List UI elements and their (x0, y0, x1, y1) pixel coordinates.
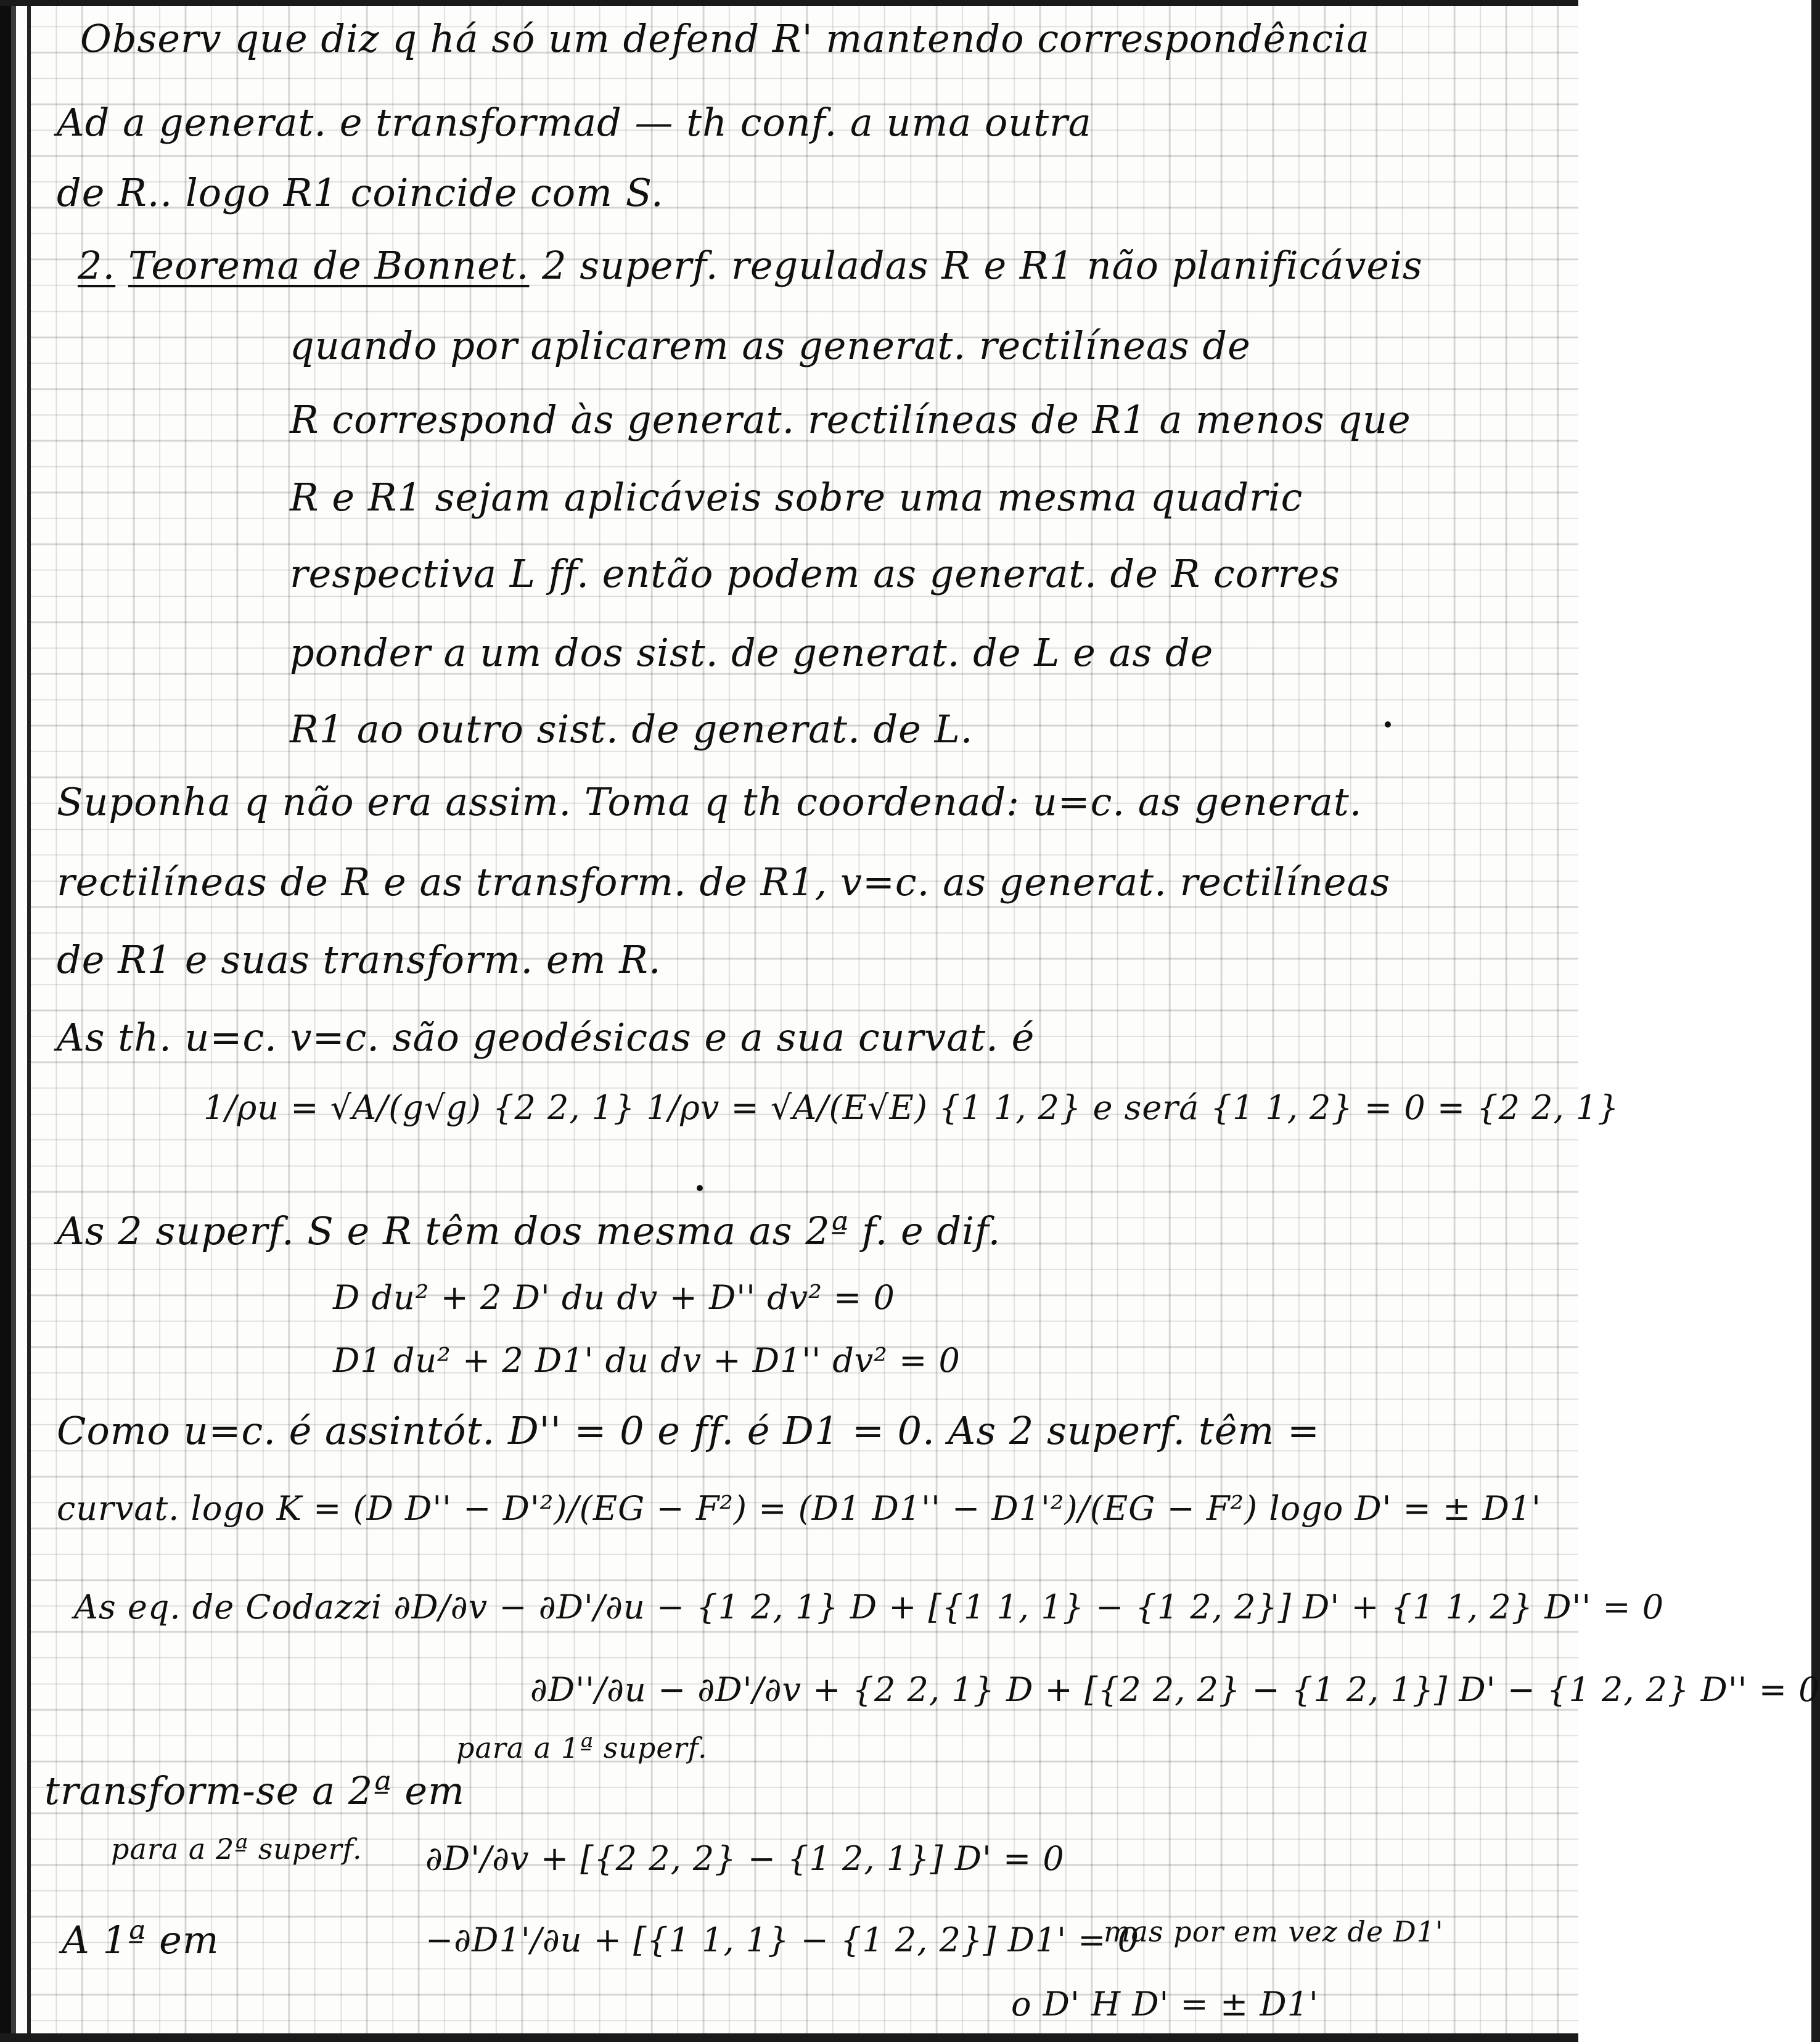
theorem-number: 2. (78, 243, 116, 288)
text-line-19: Como u=c. é assintót. D'' = 0 e ff. é D1 = 0. As 2 superf. têm = (57, 1408, 1320, 1453)
text-line-11: Suponha q não era assim. Toma q th coordenad: u=c. as generat. (57, 779, 1363, 824)
text-line-7: R e R1 sejam aplicáveis sobre uma mesma quadric (290, 475, 1303, 520)
page-top-edge (0, 0, 1578, 6)
text-line-25: A 1ª em (62, 1917, 219, 1962)
curvature-formulas: 1/ρu = √A/(g√g) {2 2, 1} 1/ρv = √A/(E√E) {1 1, 2} e será {1 1, 2} = 0 = {2 2, 1} (203, 1088, 1620, 1127)
curvature-equality: curvat. logo K = (D D'' − D'²)/(EG − F²) = (D1 D1'' − D1'²)/(EG − F²) logo D' = ± D1' (57, 1489, 1542, 1528)
notebook-binding (0, 0, 37, 2042)
second-form-S: D du² + 2 D' du dv + D'' dv² = 0 (333, 1278, 895, 1317)
text-line-1: Observ que diz q há só um defend R' mantendo correspondência (80, 16, 1370, 61)
text-line-3: de R.. logo R1 coincide com S. (57, 170, 664, 215)
transformed-eq-1: −∂D1'/∂u + [{1 1, 1} − {1 2, 2}] D1' = 0 (425, 1921, 1139, 1959)
text-line-6: R correspond às generat. rectilíneas de R1 a menos que (290, 397, 1411, 442)
stray-dot (1385, 721, 1391, 728)
page-right-edge (1811, 0, 1820, 2042)
text-line-16: As 2 superf. S e R têm dos mesma as 2ª f. e dif. (57, 1208, 1001, 1253)
text-line-9: ponder a um dos sist. de generat. de L e as de (290, 630, 1214, 675)
theorem-title: Teorema de Bonnet. (128, 243, 530, 288)
codazzi-eq-1: As eq. de Codazzi ∂D/∂v − ∂D'/∂u − {1 2, 1} D + [{1 1, 1} − {1 2, 2}] D' + {1 1, 2} D'' = 0 (74, 1588, 1665, 1626)
codazzi-eq-2: ∂D''/∂u − ∂D'/∂v + {2 2, 1} D + [{2 2, 2} − {1 2, 1}] D' − {1 2, 2} D'' = 0 (530, 1670, 1820, 1709)
text-line-2: Ad a generat. e transformad — th conf. a uma outra (57, 100, 1092, 145)
text-line-8: respectiva L ff. então podem as generat. de R corres (290, 551, 1340, 596)
text-line-10: R1 ao outro sist. de generat. de L. (290, 707, 974, 752)
text-line-5: quando por aplicarem as generat. rectilíneas de (290, 323, 1251, 368)
text-line-14: As th. u=c. v=c. são geodésicas e a sua curvat. é (57, 1015, 1035, 1060)
theorem-heading (78, 243, 1423, 288)
annotation-first-surface: para a 1ª superf. (456, 1731, 708, 1765)
page-bottom-edge (0, 2033, 1578, 2042)
annotation-tail: mas por em vez de D1' (1104, 1915, 1444, 1948)
annotation-second-surface: para a 2ª superf. (111, 1832, 363, 1866)
transformed-eq-2: ∂D'/∂v + [{2 2, 2} − {1 2, 1}] D' = 0 (425, 1839, 1065, 1878)
second-form-R1: D1 du² + 2 D1' du dv + D1'' dv² = 0 (333, 1341, 961, 1380)
theorem-statement: 2 superf. reguladas R e R1 não planificáveis (542, 243, 1423, 288)
stray-dot-2 (697, 1185, 703, 1191)
final-result: o D' H D' = ± D1' (1011, 1985, 1319, 2024)
text-line-13: de R1 e suas transform. em R. (57, 937, 662, 982)
text-line-23: transform-se a 2ª em (44, 1768, 465, 1813)
text-line-12: rectilíneas de R e as transform. de R1, v=c. as generat. rectilíneas (57, 859, 1391, 904)
